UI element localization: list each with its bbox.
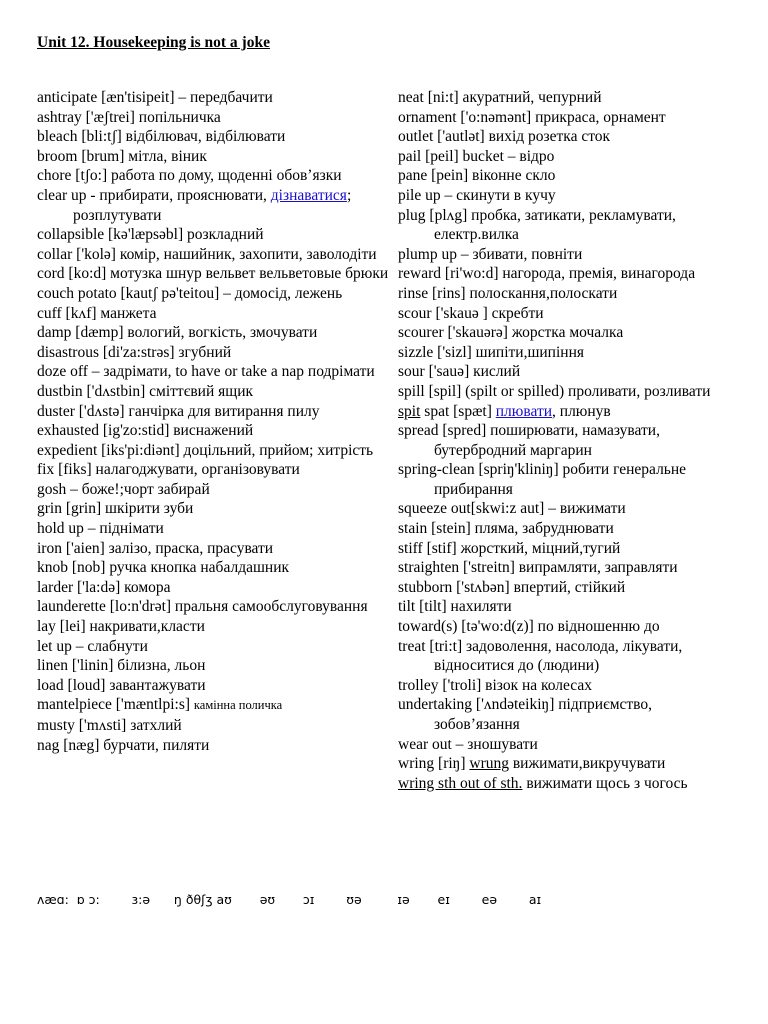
- entry-wring: [398, 754, 738, 774]
- left-column: [37, 88, 392, 755]
- entry-larder: larder ['la:də] комора: [37, 578, 171, 596]
- entry-dustbin: dustbin ['dʌstbin] сміттєвий ящик: [37, 382, 254, 400]
- entry-launderette: launderette [lo:n'drət] пральня самообслуговування: [37, 598, 368, 616]
- entry-scourer: scourer ['skauərə] жорстка мочалка: [398, 324, 624, 342]
- entry-spit-forms: spat [spæt]: [420, 402, 496, 420]
- entry-fix: fix [fiks] налагоджувати, організовувати: [37, 461, 300, 479]
- entry-damp: damp [dæmp] вологий, вогкість, змочувати: [37, 324, 318, 342]
- entry-plump-up: plump up – збивати, повніти: [398, 245, 583, 263]
- entry-expedient: expedient [iks'pi:diənt] доцільний, прийом; хитрість: [37, 441, 374, 459]
- entry-squeeze-out: squeeze out[skwi:z aut] – вижимати: [398, 500, 626, 518]
- entry-tilt: tilt [tilt] нахиляти: [398, 598, 512, 616]
- entry-reward: reward [ri'wo:d] нагорода, премія, винагорода: [398, 265, 696, 283]
- entry-cuff: cuff [kʌf] манжета: [37, 304, 157, 322]
- phonetic-symbols-footer: ʌæɑ: ɒ ɔ: ɜ:ə ŋ ðθʃʒ aʊ əʊ ɔɪ ʊə ɪə eɪ eə aɪ: [37, 892, 542, 907]
- entry-undertaking: undertaking ['ʌndəteikiŋ] підприємство, зобов’язання: [398, 696, 653, 733]
- page-title: Unit 12. Housekeeping is not a joke: [37, 34, 270, 51]
- entry-collapsible: collapsible [kə'læpsəbl] розкладний: [37, 226, 264, 244]
- entry-linen: linen ['linin] білизна, льон: [37, 657, 206, 675]
- link-diznavatysia[interactable]: дізнаватися: [270, 186, 347, 204]
- entry-sizzle: sizzle ['sizl] шипіти,шипіння: [398, 343, 584, 361]
- entry-treat: treat [tri:t] задоволення, насолода, лікувати, відноситися до (людини): [398, 637, 683, 675]
- entry-let-up: let up – слабнути: [37, 637, 148, 655]
- entry-spit-word: spit: [398, 402, 421, 420]
- entry-mantelpiece: [37, 695, 392, 716]
- entry-wring-sth-phrase: wring sth out of sth.: [398, 774, 523, 792]
- entry-musty: musty ['mʌsti] затхлий: [37, 717, 182, 734]
- entry-wring-past: wrung: [469, 755, 509, 773]
- entry-hold-up: hold up – піднімати: [37, 520, 164, 538]
- entry-spit-tail: , плюнув: [552, 402, 611, 420]
- entry-sour: sour ['sauə] кислий: [398, 363, 521, 381]
- entry-ashtray: ashtray ['æʃtrei] попільничка: [37, 108, 221, 126]
- entry-clear-up-text: clear up - прибирати, прояснювати,: [37, 186, 271, 204]
- entry-trolley: trolley ['troli] візок на колесах: [398, 676, 593, 694]
- entry-grin: grin [grin] шкірити зуби: [37, 500, 194, 518]
- entry-duster: duster ['dʌstə] ганчірка для витирання пилу: [37, 402, 320, 420]
- entry-neat: neat [ni:t] акуратний, чепурний: [398, 89, 602, 106]
- entry-gosh: gosh – боже!;чорт забирай: [37, 480, 210, 498]
- entry-load: load [loud] завантажувати: [37, 676, 206, 694]
- entry-wear-out: wear out – зношувати: [398, 735, 538, 753]
- link-pliuvaty[interactable]: плювати: [495, 402, 553, 420]
- entry-cord: cord [ko:d] мотузка шнур вельвет вельветовые брюки: [37, 265, 389, 283]
- entry-pile-up: pile up – скинути в кучу: [398, 186, 556, 204]
- entry-mantelpiece-translation: камінна поличка: [193, 698, 283, 713]
- entry-spread: spread [spred] поширювати, намазувати, бутербродний маргарин: [398, 422, 660, 459]
- entry-chore: chore [tʃo:] работа по дому, щоденні обов’язки: [37, 167, 342, 185]
- entry-towards: toward(s) [tə'wo:d(z)] по відношенню до: [398, 618, 660, 636]
- entry-rinse: rinse [rins] полоскання,полоскати: [398, 284, 618, 302]
- entry-wring-head: wring [riŋ]: [398, 755, 470, 773]
- entry-pail: pail [peil] bucket – відро: [398, 147, 555, 165]
- entry-couch-potato: couch potato [kautʃ pə'teitou] – домосід, лежень: [37, 284, 343, 302]
- entry-lay: lay [lei] накривати,класти: [37, 618, 205, 636]
- entry-wring-sth: [398, 774, 738, 794]
- entry-ornament: ornament ['o:nəmənt] прикраса, орнамент: [398, 108, 666, 126]
- entry-outlet: outlet ['autlət] вихід розетка сток: [398, 128, 611, 146]
- entry-bleach: bleach [bli:tʃ] відбілювач, відбілювати: [37, 128, 286, 146]
- entry-anticipate: anticipate [æn'tisipeit] – передбачити: [37, 89, 273, 106]
- entry-doze-off: doze off – задрімати, to have or take a nap подрімати: [37, 363, 375, 381]
- entry-scour: scour ['skauə ] скребти: [398, 304, 544, 322]
- entry-plug: plug [plʌg] пробка, затикати, рекламувати, електр.вилка: [398, 206, 676, 244]
- entry-clear-up: [37, 186, 392, 225]
- entry-iron: iron ['aien] залізо, праска, прасувати: [37, 539, 274, 557]
- entry-knob: knob [nob] ручка кнопка набалдашник: [37, 559, 290, 577]
- entry-stiff: stiff [stif] жорсткий, міцний,тугий: [398, 539, 621, 557]
- entry-spring-clean: spring-clean [spriŋ'kliniŋ] робити генеральне прибирання: [398, 461, 687, 498]
- entry-mantelpiece-text: mantelpiece ['mæntlpi:s]: [37, 696, 194, 714]
- entry-wring-sth-tail: вижимати щось з чогось: [522, 774, 688, 792]
- entry-exhausted: exhausted [ig'zo:stid] виснажений: [37, 422, 254, 440]
- entry-straighten: straighten ['streitn] випрамляти, заправляти: [398, 559, 678, 577]
- entry-stain: stain [stein] пляма, забруднювати: [398, 520, 614, 538]
- entry-clear-up-tail: ; розплутувати: [73, 186, 352, 224]
- entry-nag: nag [næg] бурчати, пиляти: [37, 736, 210, 754]
- right-column: [398, 88, 738, 793]
- entry-broom: broom [brum] мітла, віник: [37, 147, 207, 165]
- entry-collar: collar ['kolə] комір, нашийник, захопити, заволодіти: [37, 245, 377, 263]
- entry-spit: [398, 402, 738, 422]
- entry-pane: pane [pein] віконне скло: [398, 167, 556, 185]
- entry-disastrous: disastrous [di'za:strəs] згубний: [37, 343, 232, 361]
- entry-stubborn: stubborn ['stʌbən] впертий, стійкий: [398, 578, 626, 596]
- entry-spill: spill [spil] (spilt or spilled) проливати, розливати: [398, 382, 711, 400]
- entry-wring-tail: вижимати,викручувати: [508, 755, 666, 773]
